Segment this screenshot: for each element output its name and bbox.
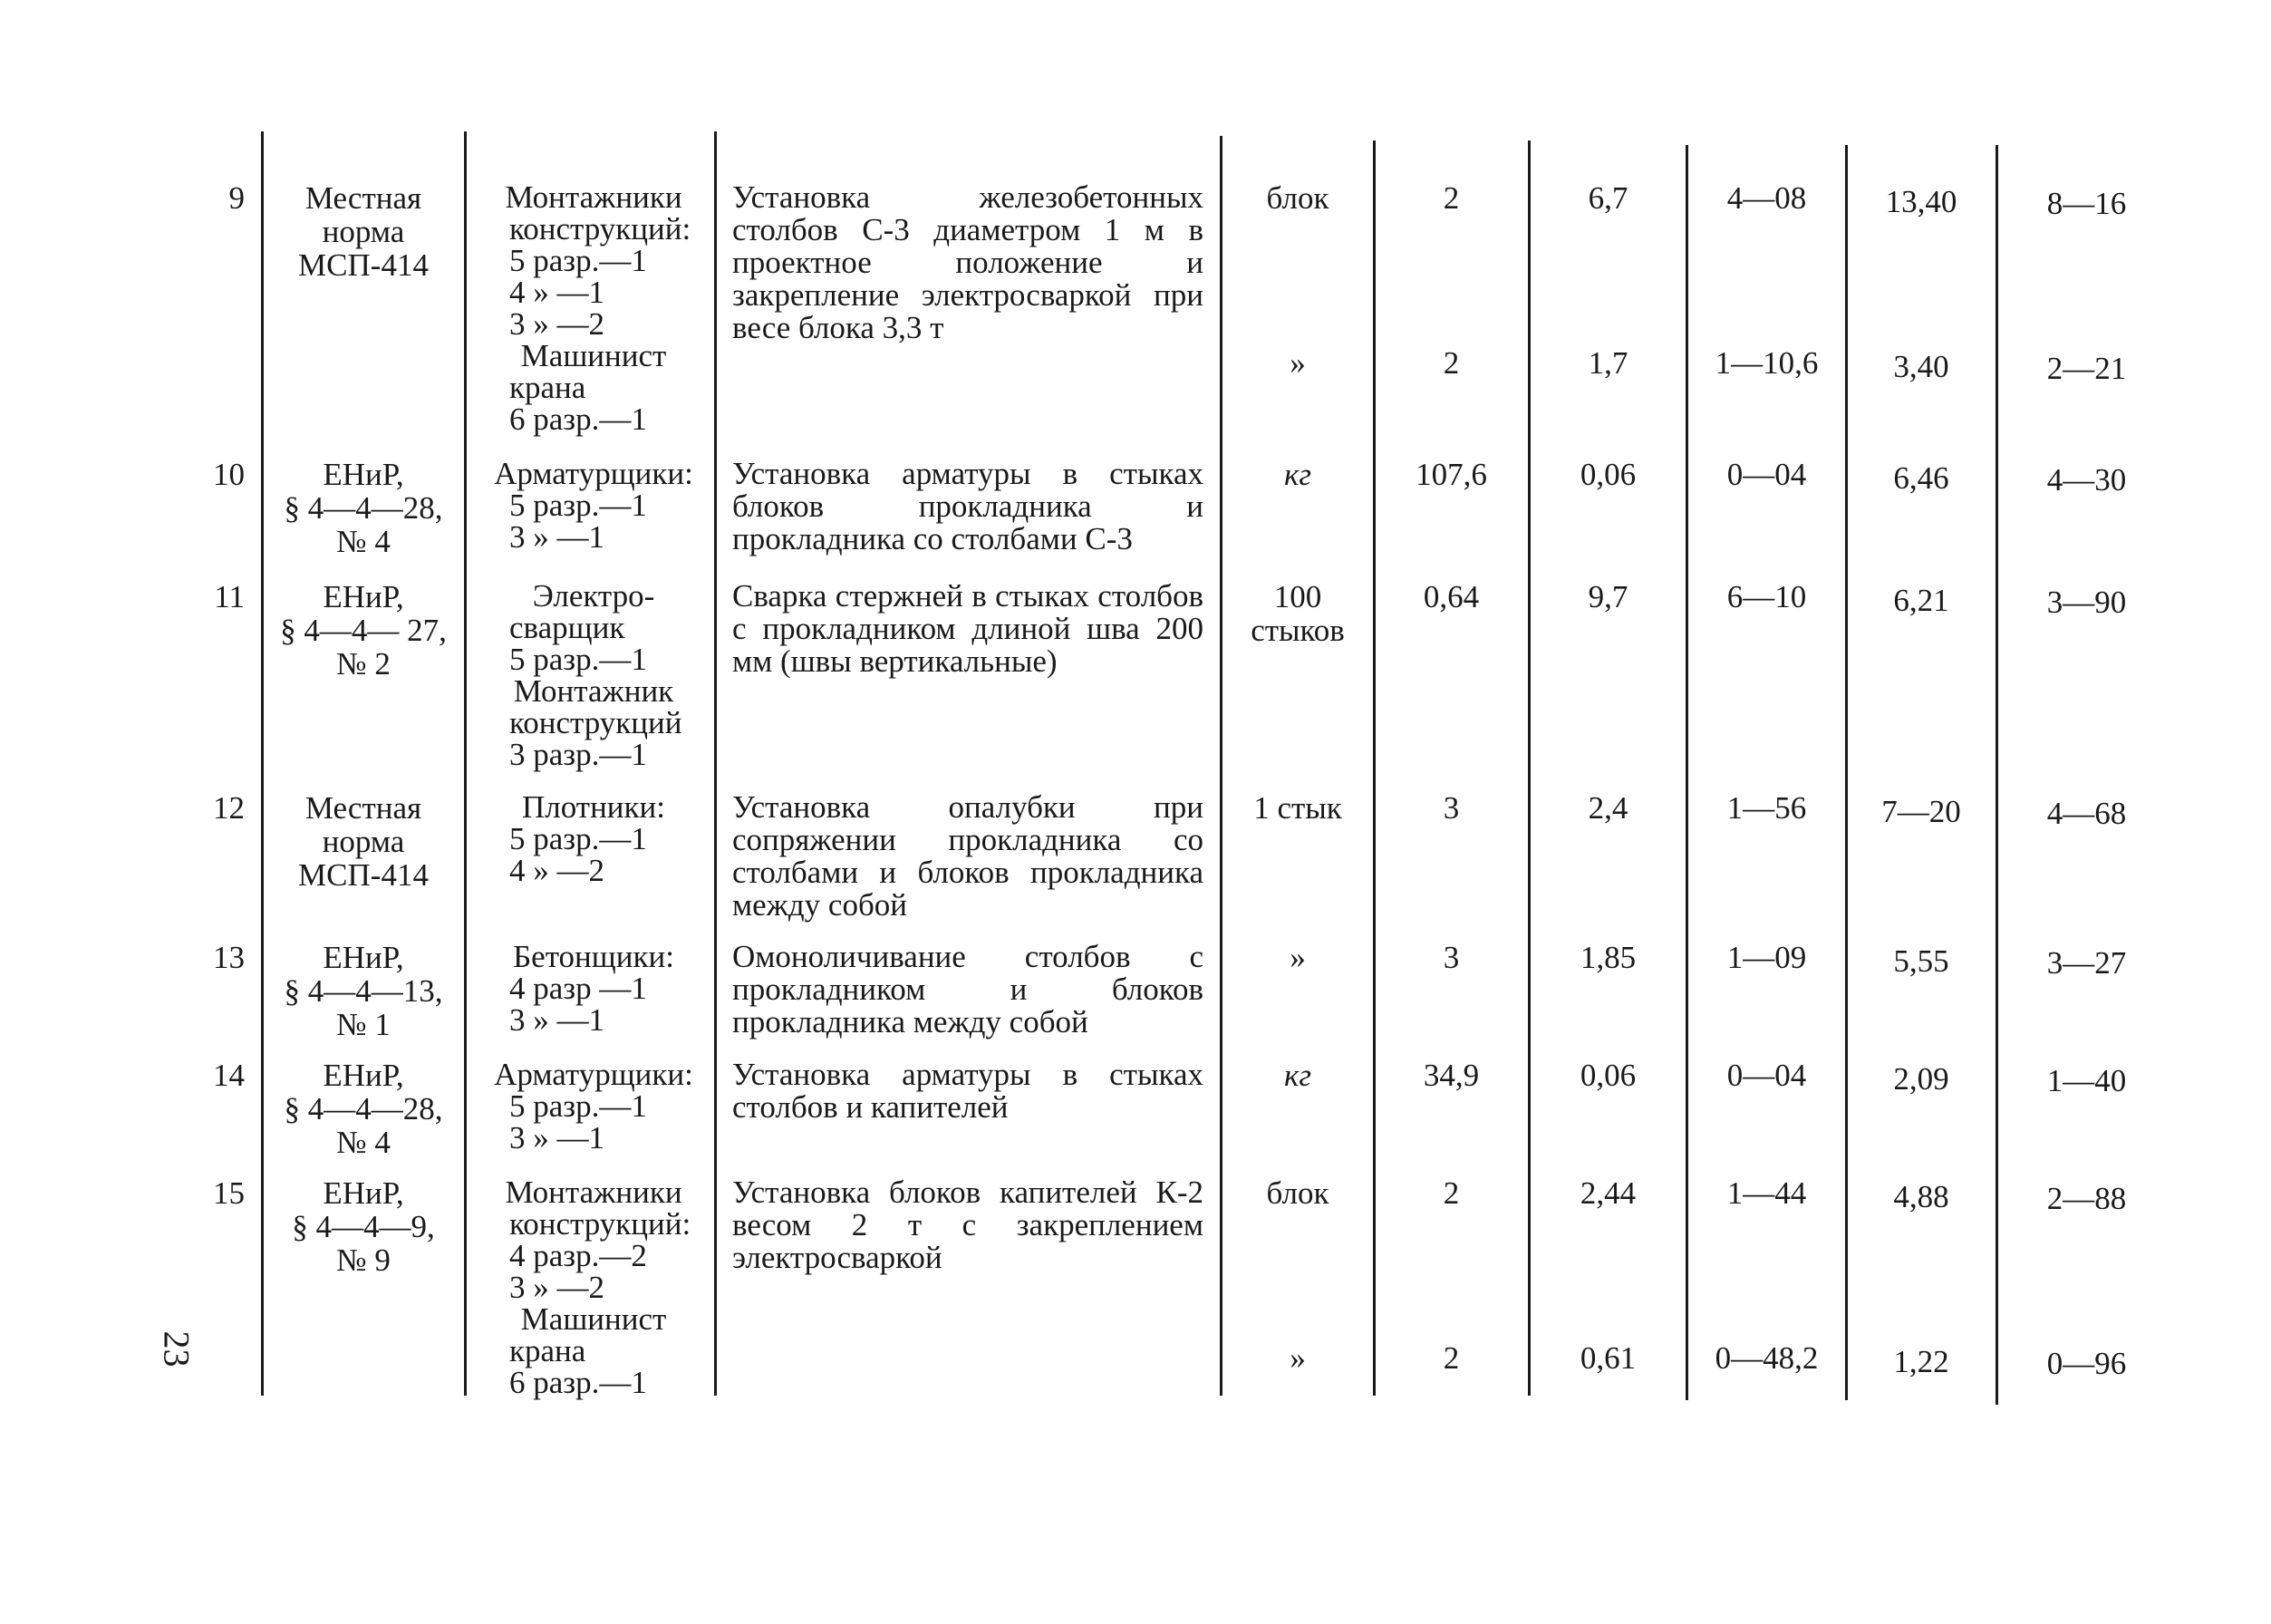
norm-reference: § 4—4—28,	[284, 1091, 443, 1126]
norm-reference: № 4	[336, 1125, 391, 1160]
norm-reference: § 4—4—9,	[292, 1209, 435, 1244]
norm-reference: норма	[322, 214, 405, 249]
total-cost: 8—16	[2046, 186, 2127, 221]
unit: »	[1290, 345, 1306, 381]
worker-line: 5 разр.—1	[509, 1088, 647, 1124]
work-description: Установка блоков капителей К-2 весом 2 т с закреплением электросваркой	[732, 1174, 1203, 1275]
column-rule	[464, 131, 467, 1396]
worker-line: 3 » —1	[509, 1002, 604, 1038]
worker-line: 3 разр.—1	[509, 737, 647, 772]
unit: блок	[1266, 180, 1329, 216]
unit: блок	[1266, 1175, 1329, 1211]
column-rule	[1845, 145, 1848, 1400]
unit: »	[1290, 1340, 1306, 1376]
work-description: Установка арматуры в стыках столбов и капителей	[732, 1057, 1203, 1125]
total-cost: 0—96	[2046, 1346, 2127, 1381]
labor-cost: 13,40	[1885, 184, 1957, 219]
worker-line: 4 » —1	[509, 275, 604, 310]
worker-line: конструкций:	[509, 211, 691, 246]
work-description: Сварка стержней в стыках столбов с прокладником длиной шва 200 мм (швы вертикальные)	[732, 578, 1203, 679]
rate: 0—48,2	[1715, 1340, 1819, 1376]
worker-line: конструкций:	[509, 1206, 691, 1242]
norm-reference: § 4—4—13,	[284, 973, 443, 1009]
worker-line: 4 » —2	[509, 853, 604, 888]
worker-line: крана	[509, 1333, 586, 1368]
worker-line: конструкций	[509, 705, 682, 740]
row-number: 12	[213, 790, 245, 826]
time-norm: 1,85	[1580, 940, 1637, 975]
rate: 1—56	[1726, 790, 1807, 826]
total-cost: 2—88	[2046, 1181, 2127, 1216]
worker-line: крана	[509, 370, 586, 405]
quantity: 2	[1443, 345, 1460, 381]
norm-reference: № 1	[336, 1007, 391, 1042]
row-number: 14	[213, 1058, 245, 1093]
total-cost: 3—90	[2046, 585, 2127, 620]
column-rule	[1686, 145, 1688, 1400]
quantity: 2	[1443, 1175, 1460, 1211]
norm-reference: МСП-414	[298, 857, 429, 893]
total-cost: 2—21	[2046, 351, 2127, 386]
worker-line: 5 разр.—1	[509, 821, 647, 856]
labor-cost: 5,55	[1893, 943, 1949, 979]
work-description: Установка арматуры в стыках блоков прокладника и прокладника со столбами С-3	[732, 456, 1203, 556]
norm-reference: ЕНиР,	[323, 940, 404, 975]
unit: »	[1290, 940, 1306, 975]
worker-line: Электро-	[532, 578, 655, 614]
rate: 1—09	[1726, 940, 1807, 975]
worker-line: 5 разр.—1	[509, 488, 647, 523]
rate: 1—44	[1726, 1175, 1807, 1211]
rate: 6—10	[1726, 579, 1807, 614]
worker-line: 6 разр.—1	[509, 1365, 647, 1400]
time-norm: 2,4	[1588, 790, 1628, 826]
work-description: Установка опалубки при сопряжении прокладника со столбами и блоков прокладника между собой	[732, 789, 1203, 923]
work-description: Омоноличивание столбов с прокладником и блоков прокладника между собой	[732, 939, 1203, 1039]
quantity: 0,64	[1423, 579, 1480, 614]
norm-reference: § 4—4— 27,	[280, 613, 447, 648]
worker-line: Машинист	[520, 338, 667, 373]
labor-cost: 4,88	[1893, 1179, 1949, 1214]
row-number: 13	[213, 940, 245, 975]
work-description: Установка железобетонных столбов С-3 диаметром 1 м в проектное положение и закрепление электросваркой при весе блока 3,3 т	[732, 179, 1203, 345]
total-cost: 4—68	[2046, 796, 2127, 831]
labor-cost: 7—20	[1881, 794, 1961, 829]
worker-line: 5 разр.—1	[509, 642, 647, 677]
worker-line: 5 разр.—1	[509, 243, 647, 278]
worker-line: Монтажники	[505, 179, 682, 215]
row-number: 11	[214, 579, 245, 614]
time-norm: 0,06	[1580, 1058, 1637, 1093]
unit: кг	[1283, 1058, 1312, 1093]
rate: 4—08	[1726, 180, 1807, 216]
time-norm: 9,7	[1588, 579, 1628, 614]
worker-line: Арматурщики:	[494, 456, 693, 491]
worker-line: 3 » —2	[509, 306, 604, 342]
unit: 1 стык	[1253, 790, 1342, 826]
row-number: 9	[228, 180, 245, 216]
worker-line: сварщик	[509, 610, 625, 645]
norm-reference: № 2	[336, 646, 391, 682]
page-number: 23	[156, 1330, 198, 1368]
time-norm: 1,7	[1588, 345, 1628, 381]
column-rule	[261, 131, 264, 1396]
worker-line: 6 разр.—1	[509, 401, 647, 437]
time-norm: 0,61	[1580, 1340, 1637, 1376]
worker-line: 4 разр.—2	[509, 1238, 647, 1273]
norm-reference: Местная	[304, 180, 422, 216]
worker-line: Машинист	[520, 1301, 667, 1337]
total-cost: 3—27	[2046, 945, 2127, 981]
worker-line: Бетонщики:	[513, 939, 674, 974]
worker-line: Монтажник	[513, 673, 674, 709]
labor-cost: 3,40	[1893, 349, 1949, 384]
worker-line: Монтажники	[505, 1174, 682, 1210]
row-number: 10	[213, 457, 245, 492]
labor-cost: 1,22	[1893, 1344, 1949, 1379]
total-cost: 4—30	[2046, 462, 2127, 498]
column-rule	[1220, 136, 1222, 1396]
norm-reference: § 4—4—28,	[284, 490, 443, 526]
norm-reference: № 9	[336, 1242, 391, 1278]
quantity: 3	[1443, 940, 1460, 975]
time-norm: 0,06	[1580, 457, 1637, 492]
row-number: 15	[213, 1175, 245, 1211]
total-cost: 1—40	[2046, 1063, 2127, 1098]
unit: кг	[1283, 457, 1312, 492]
column-rule	[1996, 145, 1998, 1405]
norm-reference: ЕНиР,	[323, 457, 404, 492]
worker-line: 3 » —1	[509, 519, 604, 555]
worker-line: Плотники:	[522, 789, 665, 825]
worker-line: 3 » —2	[509, 1270, 604, 1305]
time-norm: 6,7	[1588, 180, 1628, 216]
labor-cost: 6,46	[1893, 460, 1949, 496]
unit: 100 стыков	[1251, 579, 1345, 648]
worker-line: 4 разр —1	[509, 971, 647, 1006]
column-rule	[1528, 140, 1531, 1396]
worker-line: Арматурщики:	[494, 1057, 693, 1092]
norm-reference: ЕНиР,	[323, 1175, 404, 1211]
norm-reference: № 4	[336, 524, 391, 559]
norm-reference: норма	[322, 824, 405, 859]
quantity: 34,9	[1423, 1058, 1480, 1093]
labor-cost: 6,21	[1893, 583, 1949, 618]
column-rule	[1373, 140, 1376, 1396]
time-norm: 2,44	[1580, 1175, 1637, 1211]
quantity: 2	[1443, 180, 1460, 216]
quantity: 2	[1443, 1340, 1460, 1376]
rate: 1—10,6	[1715, 345, 1819, 381]
quantity: 107,6	[1416, 457, 1487, 492]
norm-reference: ЕНиР,	[323, 1058, 404, 1093]
rate: 0—04	[1726, 457, 1807, 492]
quantity: 3	[1443, 790, 1460, 826]
worker-line: 3 » —1	[509, 1120, 604, 1155]
norm-reference: ЕНиР,	[323, 579, 404, 614]
norm-reference: МСП-414	[298, 247, 429, 283]
norm-reference: Местная	[304, 790, 422, 826]
rate: 0—04	[1726, 1058, 1807, 1093]
labor-cost: 2,09	[1893, 1061, 1949, 1097]
